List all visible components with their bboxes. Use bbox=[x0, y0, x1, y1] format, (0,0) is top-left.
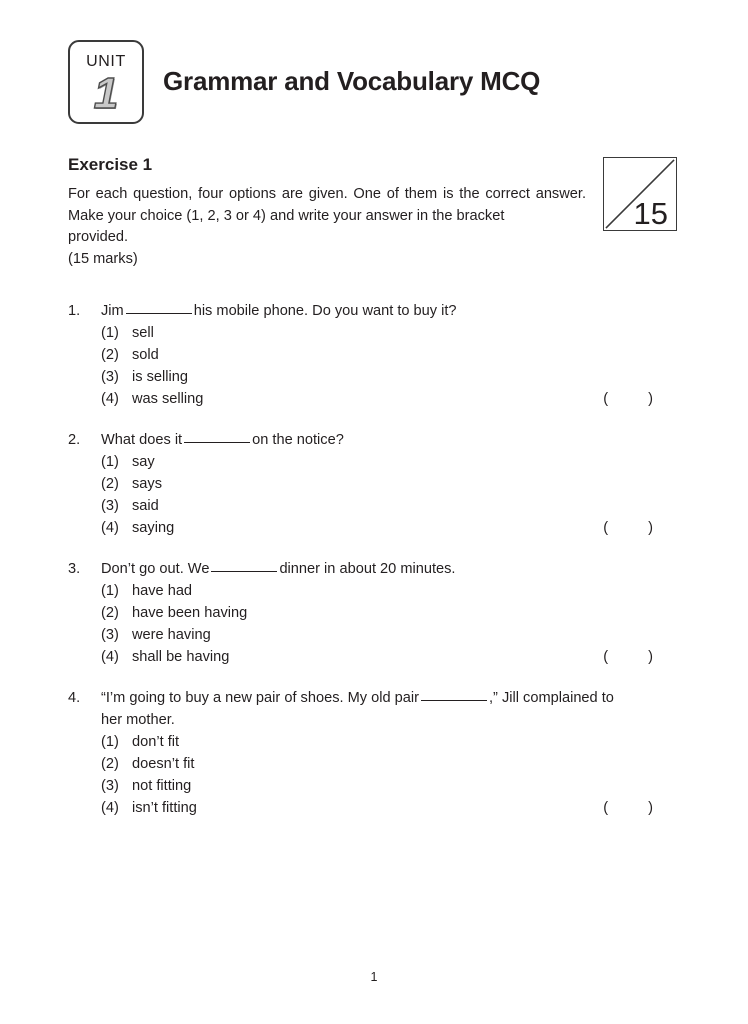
page-header bbox=[68, 40, 688, 130]
option-label: (2) bbox=[101, 605, 119, 621]
stem-after-blank: his mobile phone. Do you want to buy it? bbox=[193, 303, 457, 319]
option-item[interactable] bbox=[101, 517, 680, 539]
option-text: not fitting bbox=[132, 778, 192, 794]
option-text: was selling bbox=[132, 391, 204, 407]
question-list bbox=[68, 300, 680, 838]
instructions-text: For each question, four options are given. One of them is the correct answer. Make your choice (1, 2, 3 or 4) and write your answer in the bracket bbox=[68, 186, 586, 224]
answer-blank bbox=[421, 700, 487, 701]
option-item[interactable] bbox=[101, 753, 680, 775]
option-label: (1) bbox=[101, 325, 119, 341]
question-item bbox=[68, 687, 680, 819]
option-item[interactable] bbox=[101, 624, 680, 646]
question-stem bbox=[101, 300, 680, 322]
option-list bbox=[68, 451, 680, 539]
option-text: sold bbox=[132, 347, 159, 363]
option-text: saying bbox=[132, 520, 175, 536]
question-number: 1. bbox=[68, 303, 81, 319]
option-label: (2) bbox=[101, 476, 119, 492]
answer-bracket[interactable]: ( ) bbox=[603, 520, 671, 536]
stem-after-blank: on the notice? bbox=[252, 432, 344, 448]
stem-after-blank: ,” Jill complained to bbox=[488, 690, 614, 706]
marks-box-value: 15 bbox=[633, 196, 668, 231]
option-item[interactable] bbox=[101, 451, 680, 473]
option-text: say bbox=[132, 454, 155, 470]
option-text: said bbox=[132, 498, 159, 514]
option-text: doesn’t fit bbox=[132, 756, 195, 772]
option-text: were having bbox=[132, 627, 211, 643]
question-stem bbox=[101, 687, 680, 731]
option-label: (2) bbox=[101, 347, 119, 363]
option-list bbox=[68, 322, 680, 410]
question-item bbox=[68, 300, 680, 410]
option-label: (2) bbox=[101, 756, 119, 772]
option-item[interactable] bbox=[101, 775, 680, 797]
exercise-heading: Exercise 1 bbox=[68, 155, 153, 174]
option-list bbox=[68, 731, 680, 819]
stem-before-blank: Don’t go out. We bbox=[101, 561, 210, 577]
stem-after-blank: dinner in about 20 minutes. bbox=[279, 561, 456, 577]
option-label: (3) bbox=[101, 369, 119, 385]
option-label: (4) bbox=[101, 391, 119, 407]
question-number: 2. bbox=[68, 432, 81, 448]
unit-badge bbox=[68, 40, 144, 124]
option-item[interactable] bbox=[101, 797, 680, 819]
question-number: 4. bbox=[68, 690, 81, 706]
option-item[interactable] bbox=[101, 388, 680, 410]
question-stem bbox=[101, 558, 680, 580]
stem-before-blank: What does it bbox=[101, 432, 183, 448]
option-label: (4) bbox=[101, 800, 119, 816]
question-stem bbox=[101, 429, 680, 451]
option-item[interactable] bbox=[101, 473, 680, 495]
answer-bracket[interactable]: ( ) bbox=[603, 391, 671, 407]
option-text: says bbox=[132, 476, 163, 492]
option-label: (4) bbox=[101, 649, 119, 665]
marks-note: (15 marks) bbox=[68, 251, 138, 267]
option-text: shall be having bbox=[132, 649, 230, 665]
question-number: 3. bbox=[68, 561, 81, 577]
stem-second-line: her mother. bbox=[101, 712, 175, 728]
option-text: have had bbox=[132, 583, 193, 599]
option-label: (1) bbox=[101, 454, 119, 470]
option-item[interactable] bbox=[101, 602, 680, 624]
unit-number: 1 bbox=[93, 69, 119, 118]
option-text: have been having bbox=[132, 605, 248, 621]
option-text: sell bbox=[132, 325, 154, 341]
unit-label: UNIT bbox=[86, 53, 126, 70]
option-text: is selling bbox=[132, 369, 188, 385]
answer-blank bbox=[126, 313, 192, 314]
option-label: (4) bbox=[101, 520, 119, 536]
answer-blank bbox=[211, 571, 277, 572]
option-item[interactable] bbox=[101, 344, 680, 366]
answer-bracket[interactable]: ( ) bbox=[603, 649, 671, 665]
option-item[interactable] bbox=[101, 731, 680, 753]
option-item[interactable] bbox=[101, 366, 680, 388]
option-text: don’t fit bbox=[132, 734, 180, 750]
option-item[interactable] bbox=[101, 322, 680, 344]
option-label: (1) bbox=[101, 734, 119, 750]
option-item[interactable] bbox=[101, 495, 680, 517]
question-item bbox=[68, 558, 680, 668]
option-item[interactable] bbox=[101, 580, 680, 602]
exercise-instructions bbox=[68, 184, 586, 249]
question-item bbox=[68, 429, 680, 539]
option-item[interactable] bbox=[101, 646, 680, 668]
stem-before-blank: “I’m going to buy a new pair of shoes. My old pair bbox=[101, 690, 419, 706]
answer-blank bbox=[184, 442, 250, 443]
page-title: Grammar and Vocabulary MCQ bbox=[163, 66, 541, 96]
page-number: 1 bbox=[370, 970, 378, 984]
option-label: (3) bbox=[101, 498, 119, 514]
option-list bbox=[68, 580, 680, 668]
stem-before-blank: Jim bbox=[101, 303, 124, 319]
instructions-last-line: provided. bbox=[68, 229, 129, 245]
option-text: isn’t fitting bbox=[132, 800, 197, 816]
answer-bracket[interactable]: ( ) bbox=[603, 800, 671, 816]
option-label: (3) bbox=[101, 778, 119, 794]
option-label: (1) bbox=[101, 583, 119, 599]
option-label: (3) bbox=[101, 627, 119, 643]
marks-box bbox=[603, 157, 677, 231]
